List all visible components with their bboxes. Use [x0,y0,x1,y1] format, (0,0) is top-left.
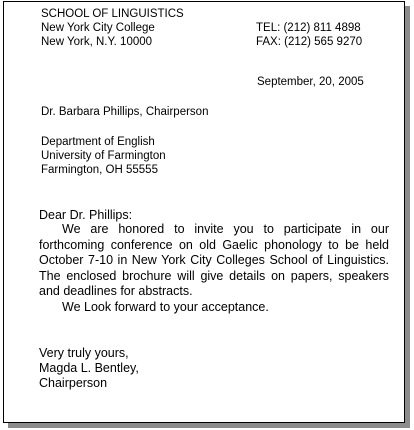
recipient-city: Farmington, OH 55555 [41,164,158,176]
letter-page [3,1,405,423]
letter-body [39,222,389,315]
salutation: Dear Dr. Phillips: [39,208,133,222]
school-name: SCHOOL OF LINGUISTICS [41,8,184,20]
recipient-name: Dr. Barbara Phillips, Chairperson [41,106,209,118]
signer-title: Chairperson [39,376,108,390]
signer-name: Magda L. Bentley, [39,361,139,375]
letter-date: September, 20, 2005 [257,76,364,88]
fax: FAX: (212) 565 9270 [256,36,363,48]
body-paragraph: We Look forward to your acceptance. [62,299,269,314]
body-paragraph: We are honored to invite you to participate in our forthcoming conference on old Gaelic phonology to be held October 7-10 in New York City Colleges School of Linguistics. The enclosed brochure will give details on papers, speakers and deadlines for abstracts. [39,222,389,298]
college-name: New York City College [41,22,155,34]
recipient-university: University of Farmington [41,150,166,162]
college-city: New York, N.Y. 10000 [41,36,153,48]
valediction: Very truly yours, [39,346,129,360]
recipient-department: Department of English [41,136,155,148]
telephone: TEL: (212) 811 4898 [256,22,361,34]
